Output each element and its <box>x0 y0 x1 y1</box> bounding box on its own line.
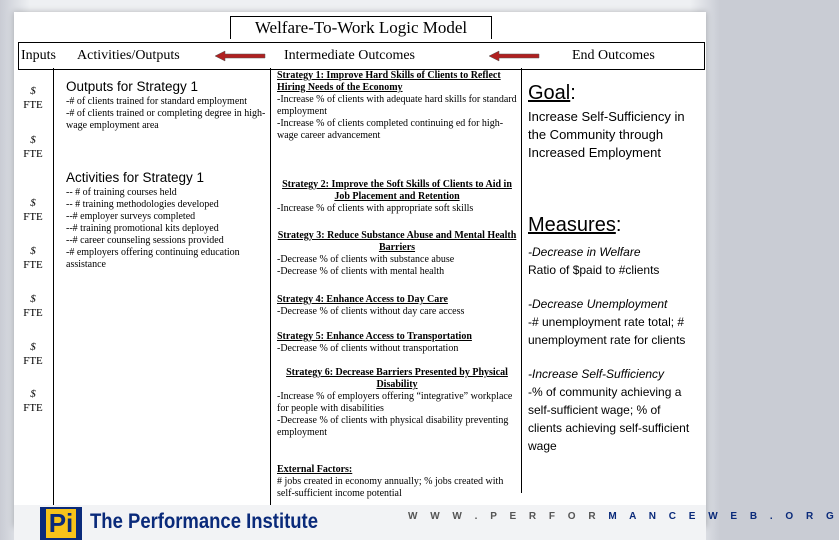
activity-item: -# employers offering continuing education assistance <box>66 247 240 270</box>
measure-3 <box>528 365 693 455</box>
strategy-1 <box>277 70 517 142</box>
goal-text: Increase Self-Sufficiency in the Community through Increased Employment <box>528 109 685 160</box>
measure-text: -% of community achieving a self-sufficient wage; % of clients achieving self-sufficient wage <box>528 385 690 453</box>
activities-block <box>66 170 266 271</box>
measure-2 <box>528 295 693 349</box>
output-item: -# of clients trained or completing degree in high-wage employment area <box>66 108 266 131</box>
page-title: Welfare-To-Work Logic Model <box>230 16 492 39</box>
goal-title <box>528 80 693 106</box>
fte-label: FTE <box>23 148 43 160</box>
measures-colon: : <box>615 214 622 236</box>
brand-name: The Performance Institute <box>90 510 318 533</box>
column-divider <box>53 68 54 523</box>
goal-heading: Goal <box>528 82 571 104</box>
strategy-line: -Increase % of clients with adequate hard skills for standard employment <box>277 94 517 117</box>
measure-1 <box>528 243 693 279</box>
dollar-symbol: $ <box>30 388 36 400</box>
activity-item: --# career counseling sessions provided <box>66 235 224 246</box>
measure-title: -Increase Self-Sufficiency <box>528 367 665 381</box>
fte-label: FTE <box>23 99 43 111</box>
activity-item: --# employer surveys completed <box>66 211 196 222</box>
strategy-line: -Increase % of clients with appropriate soft skills <box>277 203 474 214</box>
column-divider <box>270 68 271 523</box>
header-end-outcomes: End Outcomes <box>572 48 655 63</box>
strategy-heading: Strategy 3: Reduce Substance Abuse and Mental Health Barriers <box>277 230 517 253</box>
activity-item: -- # training methodologies developed <box>66 199 219 210</box>
fte-label: FTE <box>23 211 43 223</box>
strategy-4 <box>277 294 517 318</box>
strategy-heading: Strategy 1: Improve Hard Skills of Clients to Reflect Hiring Needs of the Economy <box>277 70 501 93</box>
input-item <box>22 244 44 272</box>
output-item: -# of clients trained for standard employment <box>66 96 248 107</box>
strategy-line: -Increase % of employers offering “integrative” workplace for people with disabilities <box>277 391 513 414</box>
fte-label: FTE <box>23 259 43 271</box>
strategy-2 <box>277 179 517 215</box>
strategy-heading: Strategy 5: Enhance Access to Transportation <box>277 331 472 342</box>
measure-title: -Decrease in Welfare <box>528 245 641 259</box>
strategy-line: -Increase % of clients completed continuing ed for high-wage career advancement <box>277 118 504 141</box>
measures-heading: Measures <box>528 214 616 236</box>
website-url-part: W W W . P E R F O R <box>408 511 609 522</box>
external-text: # jobs created in economy annually; % jobs created with self-sufficient income potential <box>277 476 504 499</box>
left-arrow-icon <box>489 51 539 61</box>
column-header-bar <box>18 42 705 70</box>
outputs-heading: Outputs for Strategy 1 <box>66 79 199 94</box>
goal-block <box>528 80 693 162</box>
strategy-5 <box>277 331 517 355</box>
strategy-heading: Strategy 4: Enhance Access to Day Care <box>277 294 448 305</box>
external-factors <box>277 464 513 500</box>
pi-logo-mark: Pi <box>46 509 76 538</box>
header-inputs: Inputs <box>21 48 56 63</box>
strategy-heading: Strategy 2: Improve the Soft Skills of Clients to Aid in Job Placement and Retention <box>282 179 512 202</box>
strategy-line: -Decrease % of clients with substance abuse <box>277 254 455 265</box>
strategy-line: -Decrease % of clients without day care access <box>277 306 465 317</box>
activity-item: --# training promotional kits deployed <box>66 223 219 234</box>
dollar-symbol: $ <box>30 293 36 305</box>
header-activities-outputs: Activities/Outputs <box>77 48 180 63</box>
strategy-3 <box>277 230 517 278</box>
column-divider <box>521 68 522 493</box>
input-item <box>22 340 44 368</box>
fte-label: FTE <box>23 355 43 367</box>
strategy-line: -Decrease % of clients with mental health <box>277 266 445 277</box>
website-url <box>408 511 839 522</box>
measures-block <box>528 212 693 455</box>
input-item <box>22 84 44 112</box>
measures-title <box>528 212 693 238</box>
outputs-block <box>66 79 266 132</box>
strategy-line: -Decrease % of clients without transportation <box>277 343 459 354</box>
dollar-symbol: $ <box>30 245 36 257</box>
dollar-symbol: $ <box>30 134 36 146</box>
input-item <box>22 196 44 224</box>
activities-heading: Activities for Strategy 1 <box>66 170 205 185</box>
input-item <box>22 292 44 320</box>
input-item <box>22 387 44 415</box>
website-url-part: M A N C E W E B . O R G <box>608 511 839 522</box>
strategy-line: -Decrease % of clients with physical disability preventing employment <box>277 415 509 438</box>
dollar-symbol: $ <box>30 197 36 209</box>
external-heading: External Factors: <box>277 464 353 475</box>
input-item <box>22 133 44 161</box>
activity-item: -- # of training courses held <box>66 187 177 198</box>
fte-label: FTE <box>23 307 43 319</box>
strategy-heading: Strategy 6: Decrease Barriers Presented by Physical Disability <box>286 367 508 390</box>
left-arrow-icon <box>215 51 265 61</box>
measure-text: -# unemployment rate total; # unemployment rate for clients <box>528 315 686 347</box>
goal-colon: : <box>570 82 576 104</box>
strategy-6 <box>277 367 517 439</box>
dollar-symbol: $ <box>30 341 36 353</box>
measure-text: Ratio of $paid to #clients <box>528 263 660 277</box>
dollar-symbol: $ <box>30 85 36 97</box>
fte-label: FTE <box>23 402 43 414</box>
measure-title: -Decrease Unemployment <box>528 297 668 311</box>
header-intermediate: Intermediate Outcomes <box>284 48 416 63</box>
